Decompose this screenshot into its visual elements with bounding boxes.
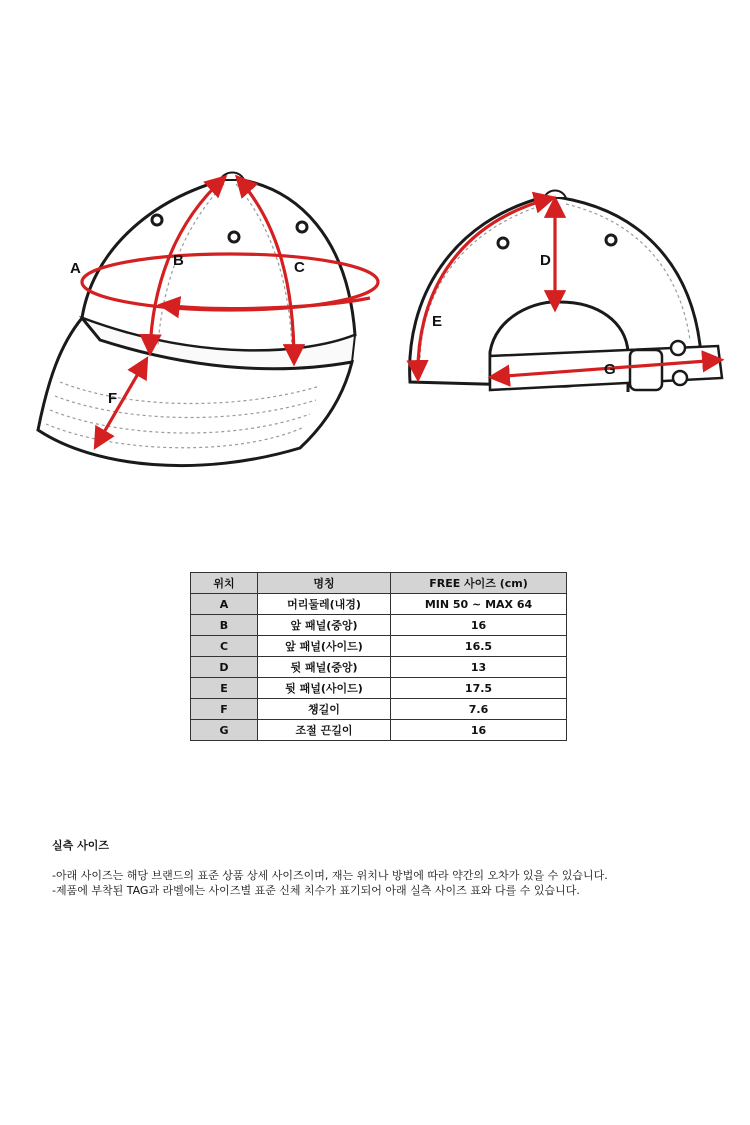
table-row <box>191 594 567 615</box>
table-row <box>191 636 567 657</box>
cell-size: 16 <box>391 720 567 741</box>
label-c: C <box>294 259 305 276</box>
notes-title: 실측 사이즈 <box>52 839 109 852</box>
table-row <box>191 720 567 741</box>
front-cap-illustration <box>38 173 355 466</box>
cell-size: 13 <box>391 657 567 678</box>
note-line: -아래 사이즈는 해당 브랜드의 표준 상품 상세 사이즈이며, 재는 위치나 방법에 따라 약간의 오차가 있을 수 있습니다. <box>52 869 608 882</box>
label-d: D <box>540 252 551 269</box>
cell-position: B <box>191 615 258 636</box>
table-row <box>191 678 567 699</box>
header-name: 명칭 <box>258 573 391 594</box>
cell-size: MIN 50 ~ MAX 64 <box>391 594 567 615</box>
measurement-notes <box>52 838 742 898</box>
table-row <box>191 657 567 678</box>
cell-position: E <box>191 678 258 699</box>
back-eyelet-right <box>606 235 616 245</box>
strap-snap-lower <box>673 371 687 385</box>
label-b: B <box>173 252 184 269</box>
label-g: G <box>604 361 616 378</box>
strap-snap-upper <box>671 341 685 355</box>
strap-buckle <box>630 350 662 390</box>
note-line: -제품에 부착된 TAG과 라벨에는 사이즈별 표준 신체 치수가 표기되어 아래 실측 사이즈 표와 다를 수 있습니다. <box>52 884 580 897</box>
header-size: FREE 사이즈 (cm) <box>391 573 567 594</box>
cell-name: 뒷 패널(사이드) <box>258 678 391 699</box>
table-row <box>191 699 567 720</box>
label-a: A <box>70 260 81 277</box>
cell-size: 17.5 <box>391 678 567 699</box>
header-position: 위치 <box>191 573 258 594</box>
cell-position: F <box>191 699 258 720</box>
cell-name: 뒷 패널(중앙) <box>258 657 391 678</box>
front-eyelet-left <box>152 215 162 225</box>
cell-name: 머리둘레(내경) <box>258 594 391 615</box>
label-f: F <box>108 390 118 407</box>
cell-name: 앞 패널(중앙) <box>258 615 391 636</box>
cell-position: D <box>191 657 258 678</box>
cell-name: 앞 패널(사이드) <box>258 636 391 657</box>
cap-measurement-diagram <box>0 0 750 500</box>
back-button <box>544 191 566 199</box>
cell-name: 조절 끈길이 <box>258 720 391 741</box>
size-table <box>190 572 567 741</box>
cell-position: A <box>191 594 258 615</box>
cell-name: 챙길이 <box>258 699 391 720</box>
cell-size: 7.6 <box>391 699 567 720</box>
cell-position: C <box>191 636 258 657</box>
front-eyelet-right <box>297 222 307 232</box>
front-crown <box>82 178 355 351</box>
front-eyelet-center <box>229 232 239 242</box>
cell-size: 16 <box>391 615 567 636</box>
back-eyelet-left <box>498 238 508 248</box>
cell-position: G <box>191 720 258 741</box>
table-row <box>191 615 567 636</box>
label-e: E <box>432 313 443 330</box>
cell-size: 16.5 <box>391 636 567 657</box>
table-header-row <box>191 573 567 594</box>
